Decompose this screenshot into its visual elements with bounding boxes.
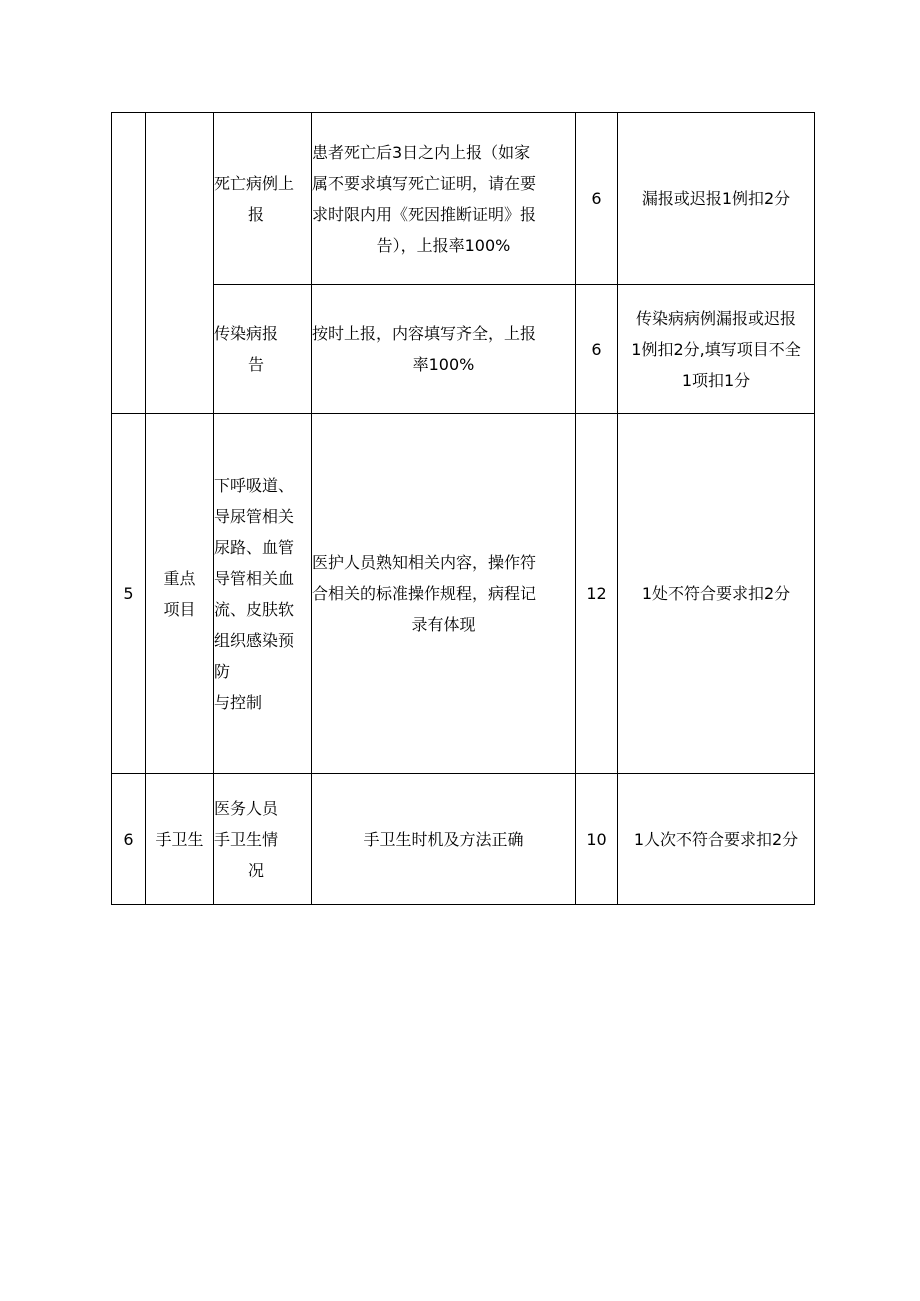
item-cell: 传染病报 告	[214, 285, 312, 414]
deduction-rule-cell: 1人次不符合要求扣2分	[618, 774, 815, 905]
item-cell: 下呼吸道、 导尿管相关 尿路、血管 导管相关血 流、皮肤软 组织感染预 防 与控制	[214, 414, 312, 774]
table-row	[112, 774, 815, 905]
score-cell: 6	[576, 285, 618, 414]
table-row	[112, 113, 815, 285]
item-cell: 医务人员 手卫生情 况	[214, 774, 312, 905]
scoring-table	[111, 112, 815, 905]
requirement-cell: 医护人员熟知相关内容，操作符 合相关的标准操作规程，病程记 录有体现	[312, 414, 576, 774]
table-row	[112, 285, 815, 414]
deduction-rule-cell: 漏报或迟报1例扣2分	[618, 113, 815, 285]
table-row	[112, 414, 815, 774]
score-cell: 6	[576, 113, 618, 285]
deduction-rule-cell: 1处不符合要求扣2分	[618, 414, 815, 774]
row-number-cell	[112, 113, 146, 414]
item-cell: 死亡病例上 报	[214, 113, 312, 285]
category-cell: 手卫生	[146, 774, 214, 905]
score-cell: 12	[576, 414, 618, 774]
category-cell: 重点 项目	[146, 414, 214, 774]
row-number-cell: 6	[112, 774, 146, 905]
deduction-rule-cell: 传染病病例漏报或迟报 1例扣2分,填写项目不全 1项扣1分	[618, 285, 815, 414]
score-cell: 10	[576, 774, 618, 905]
requirement-cell: 按时上报，内容填写齐全，上报 率100%	[312, 285, 576, 414]
requirement-cell: 患者死亡后3日之内上报（如家 属不要求填写死亡证明，请在要 求时限内用《死因推断证明》报 告），上报率100%	[312, 113, 576, 285]
row-number-cell: 5	[112, 414, 146, 774]
requirement-cell: 手卫生时机及方法正确	[312, 774, 576, 905]
category-cell	[146, 113, 214, 414]
